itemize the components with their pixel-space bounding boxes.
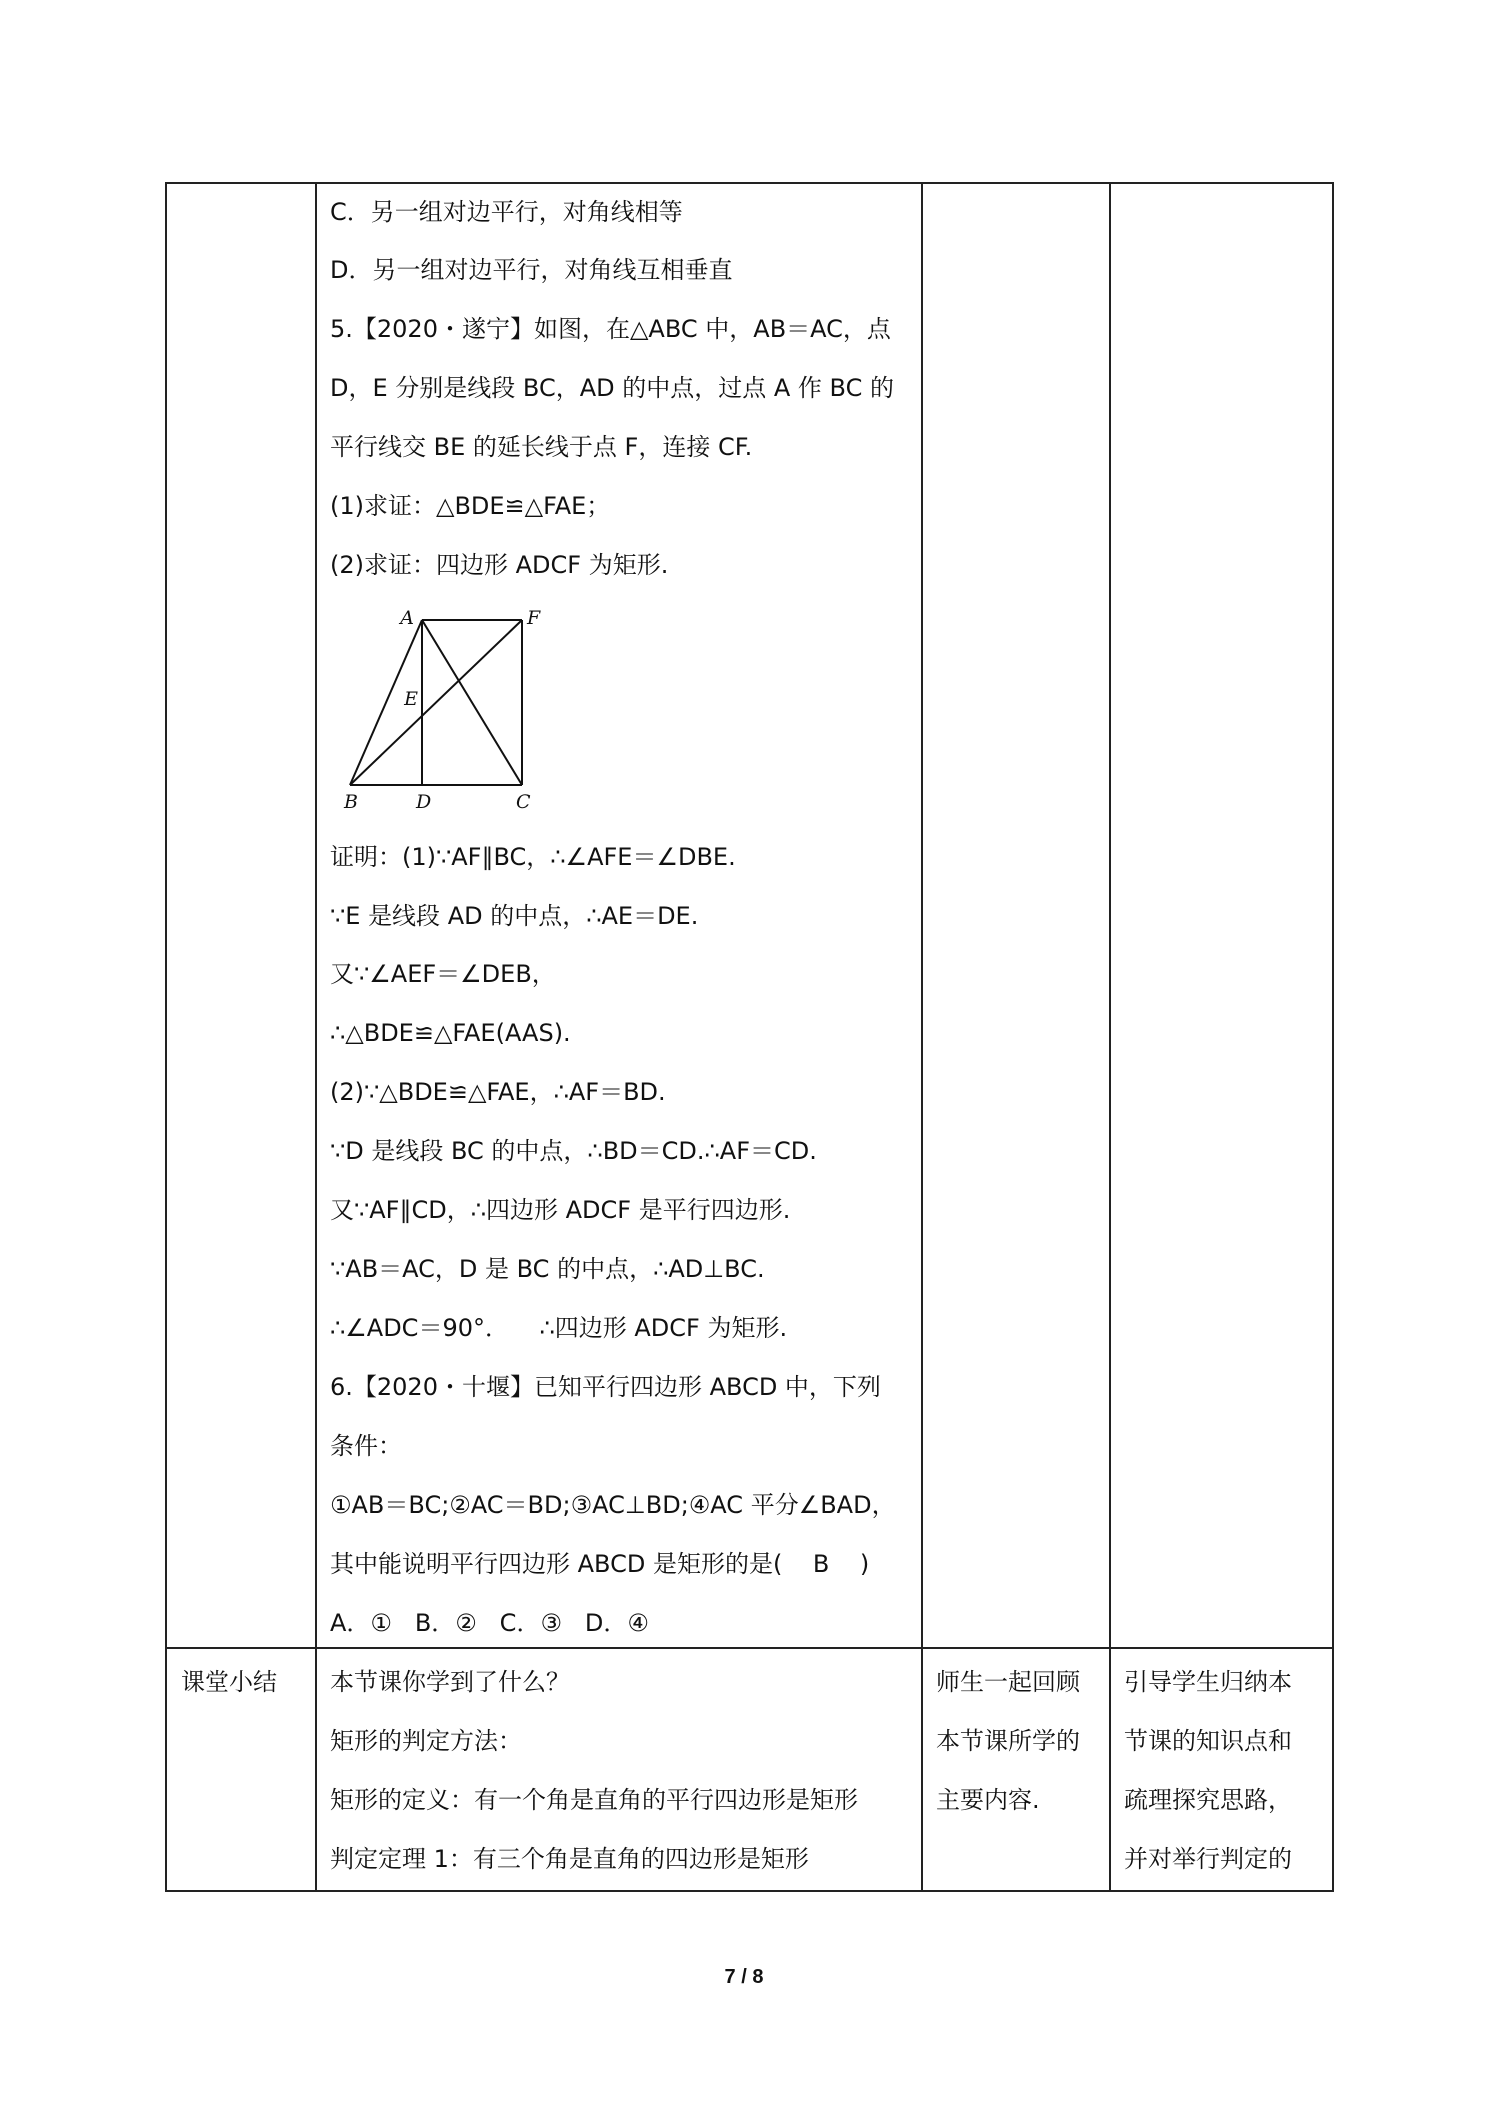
- proof-line-7: 又∵AF∥CD，∴四边形 ADCF 是平行四边形.: [330, 1196, 791, 1224]
- question-6-options: A．① B．② C．③ D．④: [330, 1609, 649, 1637]
- label-a: A: [400, 607, 414, 629]
- question-6-conditions: ①AB＝BC;②AC＝BD;③AC⊥BD;④AC 平分∠BAD，: [330, 1491, 896, 1519]
- col-divider: [165, 182, 167, 1892]
- col-divider: [1332, 182, 1334, 1892]
- page-number: 7 / 8: [724, 1966, 764, 1988]
- summary-content-line: 判定定理 1：有三个角是直角的四边形是矩形: [330, 1845, 809, 1873]
- design-intent-line: 节课的知识点和: [1124, 1727, 1292, 1755]
- design-intent-line: 引导学生归纳本: [1124, 1668, 1292, 1696]
- question-5-line-1: 5.【2020・遂宁】如图，在△ABC 中，AB＝AC，点: [330, 315, 891, 343]
- teacher-student-line: 本节课所学的: [936, 1727, 1080, 1755]
- label-e: E: [404, 688, 418, 710]
- option-d: D．另一组对边平行，对角线互相垂直: [330, 256, 733, 284]
- geometry-figure: [330, 600, 560, 820]
- col-divider: [315, 182, 317, 1892]
- question-5-part-2: (2)求证：四边形 ADCF 为矩形.: [330, 551, 669, 579]
- question-6-prompt: 其中能说明平行四边形 ABCD 是矩形的是( B ): [330, 1550, 870, 1578]
- option-c: C．另一组对边平行，对角线相等: [330, 198, 683, 226]
- summary-content-line: 矩形的判定方法：: [330, 1727, 522, 1755]
- label-b: B: [344, 791, 358, 813]
- proof-line-2: ∵E 是线段 AD 的中点，∴AE＝DE.: [330, 902, 699, 930]
- proof-line-4: ∴△BDE≌△FAE(AAS).: [330, 1019, 571, 1047]
- question-6-line-1: 6.【2020・十堰】已知平行四边形 ABCD 中，下列: [330, 1373, 881, 1401]
- summary-content-line: 矩形的定义：有一个角是直角的平行四边形是矩形: [330, 1786, 858, 1814]
- question-5-line-3: 平行线交 BE 的延长线于点 F，连接 CF.: [330, 433, 753, 461]
- question-5-part-1: (1)求证：△BDE≌△FAE；: [330, 492, 611, 520]
- teacher-student-line: 主要内容.: [936, 1786, 1040, 1814]
- proof-line-6: ∵D 是线段 BC 的中点，∴BD＝CD.∴AF＝CD.: [330, 1137, 817, 1165]
- proof-line-9: ∴∠ADC＝90°． ∴四边形 ADCF 为矩形.: [330, 1314, 788, 1342]
- summary-heading: 课堂小结: [181, 1668, 277, 1696]
- proof-line-8: ∵AB＝AC，D 是 BC 的中点，∴AD⊥BC.: [330, 1255, 765, 1283]
- label-d: D: [416, 791, 432, 813]
- teacher-student-line: 师生一起回顾: [936, 1668, 1080, 1696]
- row-divider: [165, 1647, 1334, 1649]
- proof-line-5: (2)∵△BDE≌△FAE，∴AF＝BD.: [330, 1078, 666, 1106]
- summary-content-line: 本节课你学到了什么？: [330, 1668, 570, 1696]
- question-6-line-2: 条件：: [330, 1432, 402, 1460]
- question-5-line-2: D，E 分别是线段 BC，AD 的中点，过点 A 作 BC 的: [330, 374, 894, 402]
- design-intent-line: 并对举行判定的: [1124, 1845, 1292, 1873]
- col-divider: [1109, 182, 1111, 1892]
- label-f: F: [527, 607, 541, 629]
- proof-line-3: 又∵∠AEF＝∠DEB，: [330, 960, 556, 988]
- col-divider: [921, 182, 923, 1892]
- table-top-border: [165, 182, 1334, 184]
- table-bottom-border: [165, 1890, 1334, 1892]
- proof-line-1: 证明：(1)∵AF∥BC，∴∠AFE＝∠DBE.: [330, 843, 736, 871]
- design-intent-line: 疏理探究思路，: [1124, 1786, 1292, 1814]
- label-c: C: [516, 791, 531, 813]
